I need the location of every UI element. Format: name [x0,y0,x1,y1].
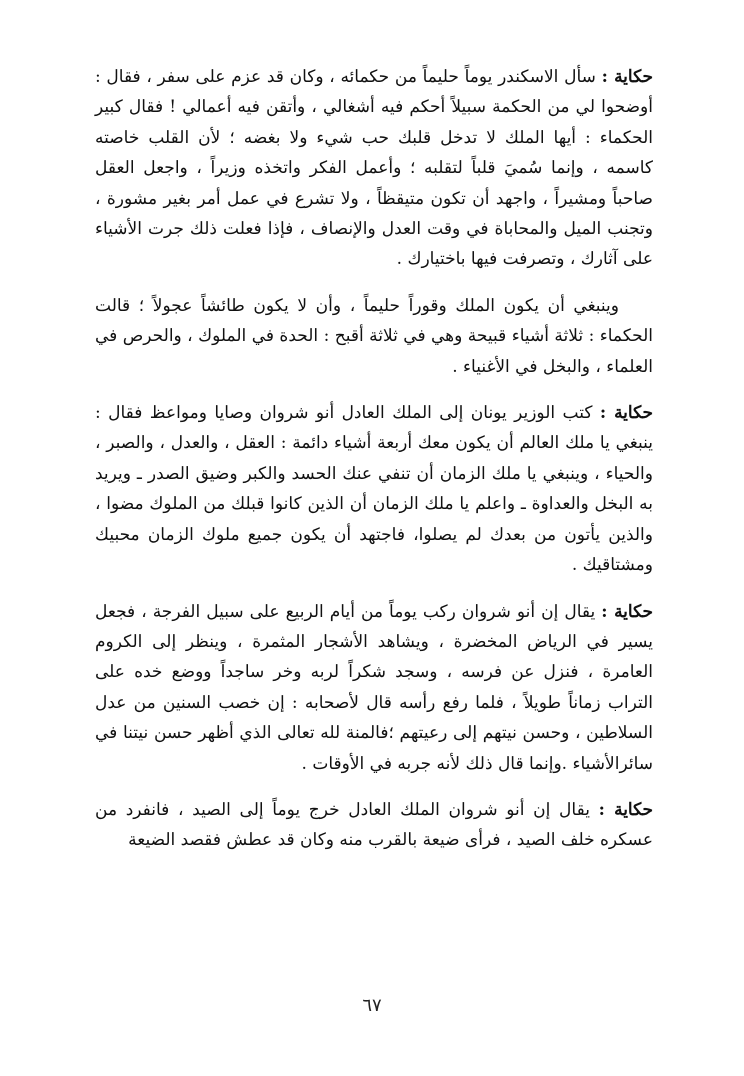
paragraph-4 [95,597,653,779]
story-label: حكاية : [601,67,653,87]
story-label: حكاية : [598,799,653,820]
paragraph-1 [95,62,653,275]
story-label: حكاية : [599,403,653,424]
paragraph-text: وينبغي أن يكون الملك وقوراً حليماً ، وأن لا يكون طائشاً عجولاً ؛ قالت الحكماء : ثلاثة أشياء قبيحة وهي في ثلاثة أقبح : الحدة في الملوك ، والحرص في العلماء ، والبخل في الأغنياء . [95,295,653,377]
paragraph-3 [95,398,653,580]
page-body [95,62,653,872]
paragraph-2 [95,291,653,382]
paragraph-text: كتب الوزير يونان إلى الملك العادل أنو شروان وصايا ومواعظ فقال : ينبغي يا ملك العالم أن يكون معك أربعة أشياء دائمة : العقل ، والعدل ، والصبر ، والحياء ، وينبغي يا ملك الزمان أن تنفي عنك الحسد والكبر وضيق الصدر ـ ويريد به البخل والعداوة ـ واعلم يا ملك الزمان أن الذين كانوا قبلك من الملوك مضوا ، والذين يأتون من بعدك لم يصلوا، فاجتهد أن يكون جميع ملوك الزمان محبيك ومشتاقيك . [95,403,653,576]
paragraph-text: يقال إن أنو شروان الملك العادل خرج يوماً إلى الصيد ، فانفرد من عسكره خلف الصيد ، فرأى ضيعة بالقرب منه وكان قد عطش فقصد الضيعة [95,799,653,851]
paragraph-text: يقال إن أنو شروان ركب يوماً من أيام الربيع على سبيل الفرجة ، فجعل يسير في الرياض المخضرة ، ويشاهد الأشجار المثمرة ، وينظر إلى الكروم العامرة ، فنزل عن فرسه ، وسجد شكراً لربه وخر ساجداً ووضع خده على التراب زماناً طويلاً ، فلما رفع رأسه قال لأصحابه : إن خصب السنين من عدل السلاطين ، وحسن نيتهم إلى رعيتهم ؛فالمنة لله تعالى الذي أظهر حسن نيتنا في سائرالأشياء .وإنما قال ذلك لأنه جربه في الأوقات . [95,601,653,774]
story-label: حكاية : [601,601,653,622]
page-number: ٦٧ [362,995,382,1016]
paragraph-5 [95,795,653,856]
paragraph-text: سأل الاسكندر يوماً حليماً من حكمائه ، وكان قد عزم على سفر ، فقال : أوضحوا لي من الحكمة سبيلاً أحكم فيه أشغالي ، وأتقن فيه أعمالي ! فقال كبير الحكماء : أيها الملك لا تدخل قلبك حب شيء ولا بغضه ؛ لأن القلب خاصته كاسمه ، وإنما سُميَ قلباً لتقلبه ؛ وأعمل الفكر واتخذه وزيراً ، واجعل العقل صاحباً ومشيراً ، واجهد أن تكون متيقظاً ، ولا تشرع في عمل أمر بغير مشورة ، وتجنب الميل والمحاباة في وقت العدل والإنصاف ، فإذا فعلت ذلك جرت الأشياء على آثارك ، وتصرفت فيها باختيارك . [95,67,653,270]
